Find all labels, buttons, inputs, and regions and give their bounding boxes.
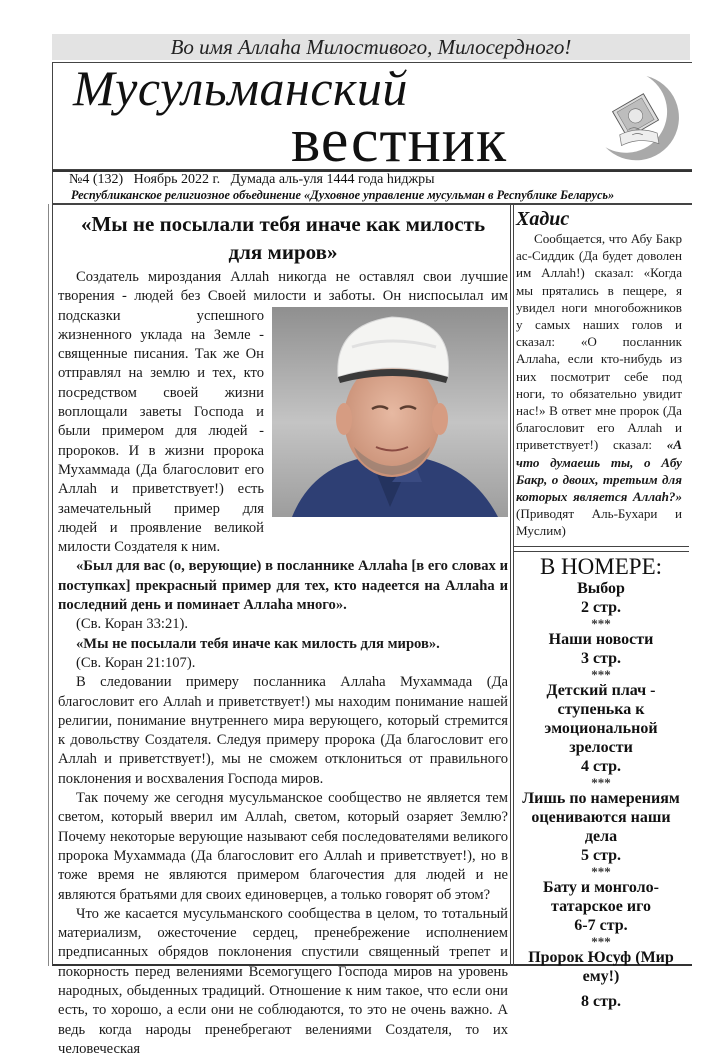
article-paragraph-lead: Создатель мироздания Аллаh никогда не оставлял свои лучшие творения - людей без Своей милости и заботы. Он ниспосылал им bbox=[58, 269, 508, 305]
hadith-box bbox=[516, 208, 682, 540]
hadith-title: Хадис bbox=[516, 208, 570, 230]
contents-separator: *** bbox=[591, 774, 611, 790]
issue-number-date: №4 (132) Ноябрь 2022 г. Думада аль-уля 1444 года hиджры bbox=[69, 172, 435, 187]
contents-item-page: 4 стр. bbox=[580, 757, 622, 775]
contents-separator: *** bbox=[591, 666, 611, 682]
article-paragraph: В следовании примеру посланника Аллаhа Мухаммада (Да благословит его Аллаh и приветствует!) мы находим понимание нашей религии, понимание внутреннего мира верующего, который стремится к довольству Создателя. Следуя примеру пророка (Да благословит его Аллаh и приветствует!), мы не сможем отклониться от правильного поклонения и восхваления Господа миров. bbox=[58, 674, 508, 787]
column-divider bbox=[510, 204, 514, 966]
mufti-photo bbox=[272, 307, 508, 517]
quran-reference: (Св. Коран 21:107). bbox=[76, 654, 196, 671]
contents-heading: В НОМЕРЕ: bbox=[539, 553, 663, 579]
hadith-quote: «А что думаешь ты, о Абу Бакр, о двоих, третьим для которых является Аллаh?» bbox=[516, 437, 682, 505]
quran-quote: «Мы не посылали тебя иначе как милость для миров». bbox=[76, 635, 440, 652]
quran-quote: «Был для вас (о, верующие) в посланнике Аллаhа [в его словах и поступках] прекрасный пример для тех, кто надеется на Аллаhа и последний день и поминает Аллаhа много». bbox=[58, 558, 508, 614]
portrait-image bbox=[272, 307, 508, 517]
quran-reference: (Св. Коран 33:21). bbox=[76, 616, 189, 633]
article-body bbox=[58, 268, 508, 1059]
newspaper-title-line1: Мусульманский bbox=[73, 60, 408, 116]
hadith-text bbox=[516, 230, 682, 540]
article-paragraph-rest: подсказки успешного жизненного уклада на Земле - священные писания. Так же Он отправлял на землю и тех, кто посредством своей жизни воплощали заветы Господа и были примером для людей - пророков. И в жизни пророка Мухаммада (Да благословит его Аллаh и приветствует!) есть замечательный пример для людей и проявление великой милости Создателя к ним. bbox=[58, 307, 264, 556]
hadith-intro: Сообщается, что Абу Бакр ас-Сиддик (Да будет доволен им Аллаh!) сказал: «Когда мы прятались в пещере, я увидел ноги многобожников у самых наших голов и сказал: «О посланник Аллаhа, если кто-нибудь из них посмотрит себе под ноги, то обязательно увидит нас!» В ответ мне пророк (Да благословит его Аллаh и приветствует!) сказал: bbox=[516, 231, 682, 453]
frame-rule bbox=[48, 204, 49, 966]
table-of-contents bbox=[516, 554, 686, 1011]
masthead bbox=[52, 60, 692, 175]
publisher-organization: Республиканское религиозное объединение «Духовное управление мусульман в Республике Беларусь» bbox=[71, 188, 615, 202]
contents-item-title: Наши новости bbox=[548, 630, 654, 648]
newspaper-title-line2: вестник bbox=[291, 107, 508, 175]
article-headline: «Мы не посылали тебя иначе как милость для миров» bbox=[80, 212, 486, 264]
contents-item-page: 6-7 стр. bbox=[574, 916, 628, 934]
contents-separator: *** bbox=[591, 933, 611, 949]
contents-item-title: Детский плач - ступенька к эмоциональной зрелости bbox=[544, 681, 658, 756]
contents-item-title: Выбор bbox=[577, 579, 625, 597]
contents-item-title: Пророк Юсуф (Мир ему!) bbox=[528, 948, 674, 985]
issue-info-bar bbox=[52, 170, 692, 204]
contents-item-page: 2 стр. bbox=[580, 598, 622, 616]
contents-item-title: Лишь по намерениям оцениваются наши дела bbox=[522, 789, 680, 845]
contents-item-page: 5 стр. bbox=[580, 846, 622, 864]
article-paragraph: Что же касается мусульманского сообщества в целом, то тотальный материализм, ожесточение сердец, пренебрежение исполнением предписанных обрядов поклонения спустили священный трепет и покорность перед велениями Всемогущего Господа миров на уровень народных, обыденных традиций. Отношение к ним такое, что если они есть, то хорошо, а если они не соблюдаются, то это не очень важно. А ведь когда народы пренебрегают велениями Создателя, то их человеческая bbox=[58, 905, 508, 1057]
contents-separator: *** bbox=[591, 863, 611, 879]
lead-article bbox=[58, 208, 508, 1057]
article-paragraph: Так почему же сегодня мусульманское сообщество не является тем светом, который вверил им Аллаh, светом, который озаряет Землю? Почему некоторые верующие называют себя последователями великого пророка Мухаммада (Да благословит его Аллаh и приветствует!), но в тоже время не являются примером благочестия для людей и не являются братьями для своих единоверцев, а только говорят об этом? bbox=[58, 790, 508, 903]
article-paragraph bbox=[58, 268, 508, 557]
crescent-with-book-icon bbox=[593, 67, 691, 167]
contents-item-page: 8 стр. bbox=[580, 992, 622, 1010]
basmala-banner: Во имя Аллаhа Милостивого, Милосердного! bbox=[52, 34, 690, 60]
sidebar-separator bbox=[513, 546, 689, 552]
contents-list bbox=[516, 579, 686, 1011]
contents-item-page: 3 стр. bbox=[580, 649, 622, 667]
contents-item-title: Бату и монголо-татарское иго bbox=[543, 878, 659, 915]
contents-separator: *** bbox=[591, 615, 611, 631]
hadith-source: (Приводят Аль-Бухари и Муслим) bbox=[516, 506, 682, 539]
right-column bbox=[516, 208, 688, 1010]
